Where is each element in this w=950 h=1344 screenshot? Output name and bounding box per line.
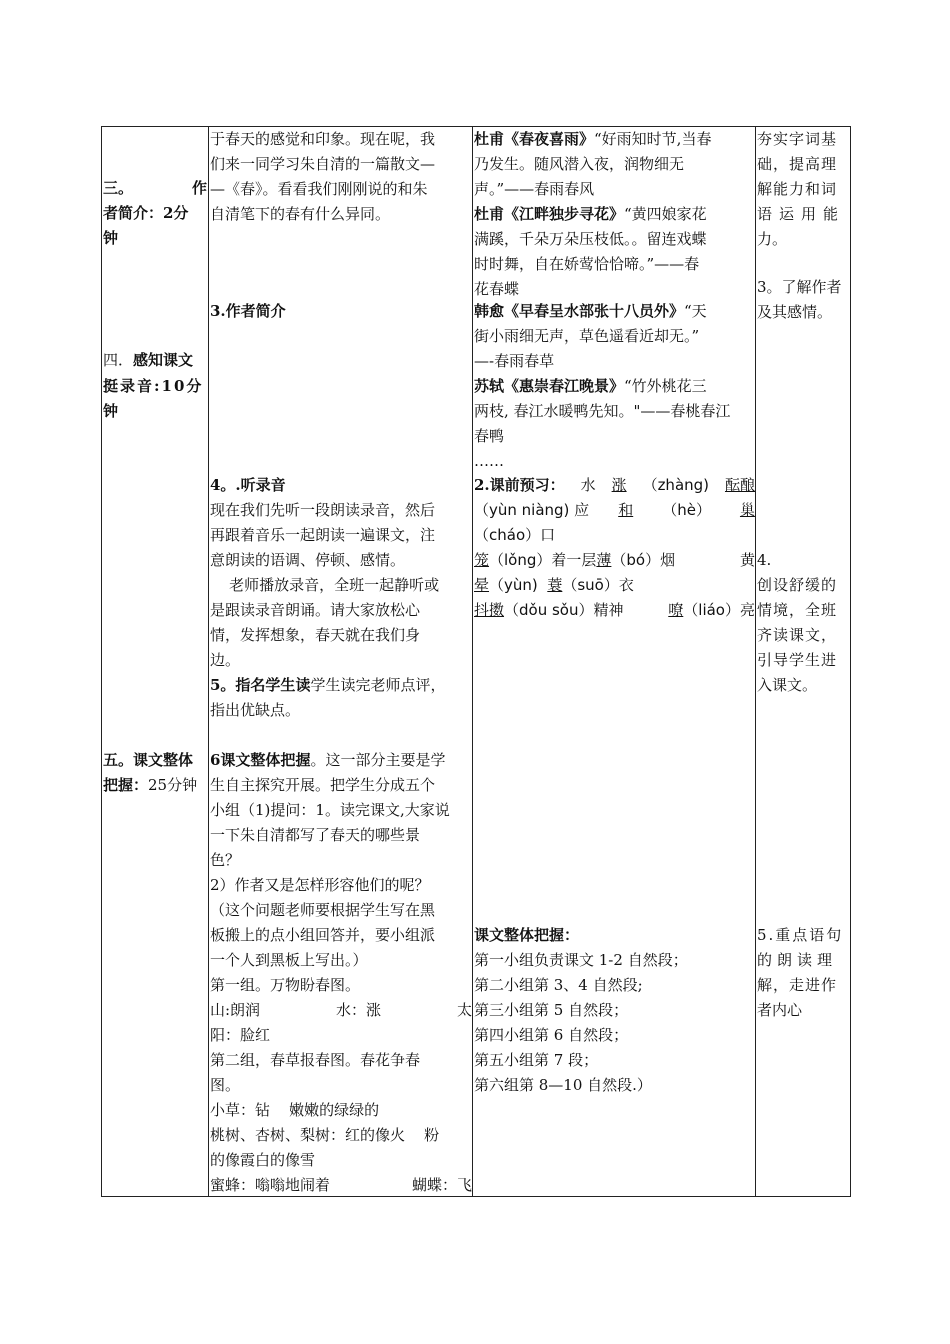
goal-line: 者内心 bbox=[757, 1001, 803, 1019]
group-assignment: 第五小组第 7 段； bbox=[474, 1051, 599, 1069]
poem-line: 两枝, 春江水暖鸭先知。"——春桃春江 bbox=[474, 402, 731, 420]
poem-line: 街小雨细无声，草色遥看近却无。” bbox=[474, 327, 700, 345]
author-section-label: 三。 作 bbox=[103, 179, 207, 197]
intro-line: 自清笔下的春有什么异同。 bbox=[210, 205, 391, 223]
goal-line: 齐读课文， bbox=[757, 626, 838, 644]
poem-line: 声。”——春雨春风 bbox=[474, 180, 595, 198]
listen-section-label: 钟 bbox=[103, 402, 119, 420]
listen-line: 现在我们先听一段朗读录音，然后 bbox=[210, 501, 436, 519]
whole-grasp-line: 生自主探究开展。把学生分成五个 bbox=[210, 776, 436, 794]
goal-line: 入课文。 bbox=[757, 676, 818, 694]
imagery-line: 第二组，春草报春图。春花争春 bbox=[210, 1051, 421, 1069]
whole-grasp-line: （这个问题老师要根据学生写在黑 bbox=[210, 901, 436, 919]
goal-line: 语运用能 bbox=[757, 205, 846, 223]
imagery-line: 小草：钻 嫩嫩的绿绿的 bbox=[210, 1101, 380, 1119]
goal-line: 3。了解作者 bbox=[757, 278, 842, 296]
whole-grasp-line: 一个人到黑板上写出。） bbox=[210, 951, 368, 969]
whole-grasp-line: 第一组。万物盼春图。 bbox=[210, 976, 361, 994]
preview-line: 笼（lǒng）着一层薄（bó）烟 黄 bbox=[474, 551, 755, 569]
column-divider bbox=[472, 126, 473, 1197]
poem-line: 乃发生。随风潜入夜，润物细无 bbox=[474, 155, 685, 173]
imagery-line: 桃树、杏树、梨树：红的像火 粉 bbox=[210, 1126, 440, 1144]
listen-line: 再跟着音乐一起朗读一遍课文，注 bbox=[210, 526, 436, 544]
whole-grasp-line: 小组（1)提问：1。读完课文,大家说 bbox=[210, 801, 450, 819]
student-read-line: 指出优缺点。 bbox=[210, 701, 301, 719]
poem-line: —-春雨春草 bbox=[474, 352, 555, 370]
goal-line: 及其感情。 bbox=[757, 303, 833, 321]
goal-line: 解，走进作 bbox=[757, 976, 838, 994]
listen-section-label: 挺录音:10分 bbox=[103, 377, 204, 395]
intro-line: 们来一同学习朱自清的一篇散文— bbox=[210, 155, 436, 173]
poem-line: 时时舞，自在娇莺恰恰啼。”——春 bbox=[474, 255, 700, 273]
preview-line: 晕（yùn) 蓑（suō）衣 bbox=[474, 576, 634, 594]
column-divider bbox=[755, 126, 756, 1197]
imagery-line: 的像霞白的像雪 bbox=[210, 1151, 316, 1169]
poem-line: …… bbox=[474, 452, 504, 470]
preview-line: 抖擞（dǒu sǒu）精神 嘹（liáo）亮 bbox=[474, 601, 755, 619]
intro-line: —《春》。看看我们刚刚说的和朱 bbox=[210, 180, 428, 198]
goal-line: 引导学生进 bbox=[757, 651, 838, 669]
whole-section-label: 五。课文整体 bbox=[103, 751, 194, 769]
whole-grasp-line: 板搬上的点小组回答并，要小组派 bbox=[210, 926, 436, 944]
column-divider bbox=[208, 126, 209, 1197]
group-assignment: 第三小组第 5 自然段； bbox=[474, 1001, 629, 1019]
goal-line: 情境，全班 bbox=[757, 601, 838, 619]
poem-line: 杜甫《江畔独步寻花》“黄四娘家花 bbox=[474, 205, 707, 223]
goal-line: 力。 bbox=[757, 230, 788, 248]
group-assignment: 第二小组第 3、4 自然段; bbox=[474, 976, 643, 994]
goal-line: 5.重点语句 bbox=[757, 926, 844, 944]
goal-line: 夯实字词基 bbox=[757, 130, 838, 148]
group-assignment: 第一小组负责课文 1-2 自然段； bbox=[474, 951, 688, 969]
goal-line: 础，提高理 bbox=[757, 155, 838, 173]
whole-section-label: 把握：25分钟 bbox=[103, 776, 198, 794]
author-section-label: 钟 bbox=[103, 229, 119, 247]
whole-grasp-heading: 课文整体把握： bbox=[474, 926, 580, 944]
whole-grasp-line: 6课文整体把握。这一部分主要是学 bbox=[210, 751, 446, 769]
poem-line: 满蹊，千朵万朵压枝低。。留连戏蝶 bbox=[474, 230, 707, 248]
listen-line: 意朗读的语调、停顿、感情。 bbox=[210, 551, 406, 569]
preview-line: （cháo）口 bbox=[474, 526, 556, 544]
whole-grasp-line: 色？ bbox=[210, 851, 241, 869]
goal-line: 的朗读理 bbox=[757, 951, 838, 969]
imagery-line: 蜜蜂：嗡嗡地闹着 蝴蝶：飞 bbox=[210, 1176, 472, 1194]
listen-section-label: 四．感知课文 bbox=[103, 351, 194, 369]
group-assignment: 第四小组第 6 自然段； bbox=[474, 1026, 629, 1044]
listen-line: 情，发挥想象，春天就在我们身 bbox=[210, 626, 421, 644]
poem-line: 花春蝶 bbox=[474, 280, 520, 298]
author-heading: 3.作者简介 bbox=[210, 302, 286, 320]
imagery-line: 山:朗润 水：涨 太 bbox=[210, 1001, 472, 1019]
group-assignment: 第六组第 8—10 自然段.） bbox=[474, 1076, 652, 1094]
whole-grasp-line: 2）作者又是怎样形容他们的呢？ bbox=[210, 876, 430, 894]
preview-line: （yùn niàng) 应 和 （hè） 巢 bbox=[474, 501, 755, 519]
intro-line: 于春天的感觉和印象。现在呢，我 bbox=[210, 130, 436, 148]
whole-grasp-line: 一下朱自清都写了春天的哪些景 bbox=[210, 826, 421, 844]
poem-line: 韩愈《早春呈水部张十八员外》“天 bbox=[474, 302, 707, 320]
student-read-line: 5。指名学生读学生读完老师点评， bbox=[210, 676, 446, 694]
goal-line: 解能力和词 bbox=[757, 180, 838, 198]
listen-line: 边。 bbox=[210, 651, 241, 669]
listen-line: 是跟读录音朗诵。请大家放松心 bbox=[210, 601, 421, 619]
poem-line: 春鸭 bbox=[474, 427, 505, 445]
goal-line: 4. bbox=[757, 551, 772, 569]
goal-line: 创设舒缓的 bbox=[757, 576, 838, 594]
author-section-label: 者简介：2分 bbox=[103, 204, 189, 222]
preview-line: 2.课前预习： 水 涨 （zhàng) 酝酿 bbox=[474, 476, 755, 494]
listen-line: 老师播放录音，全班一起静听或 bbox=[210, 576, 440, 594]
poem-line: 杜甫《春夜喜雨》“好雨知时节,当春 bbox=[474, 130, 712, 148]
imagery-line: 图。 bbox=[210, 1076, 241, 1094]
listen-heading: 4。.听录音 bbox=[210, 476, 286, 494]
imagery-line: 阳：脸红 bbox=[210, 1026, 271, 1044]
poem-line: 苏轼《惠崇春江晚景》“竹外桃花三 bbox=[474, 377, 707, 395]
